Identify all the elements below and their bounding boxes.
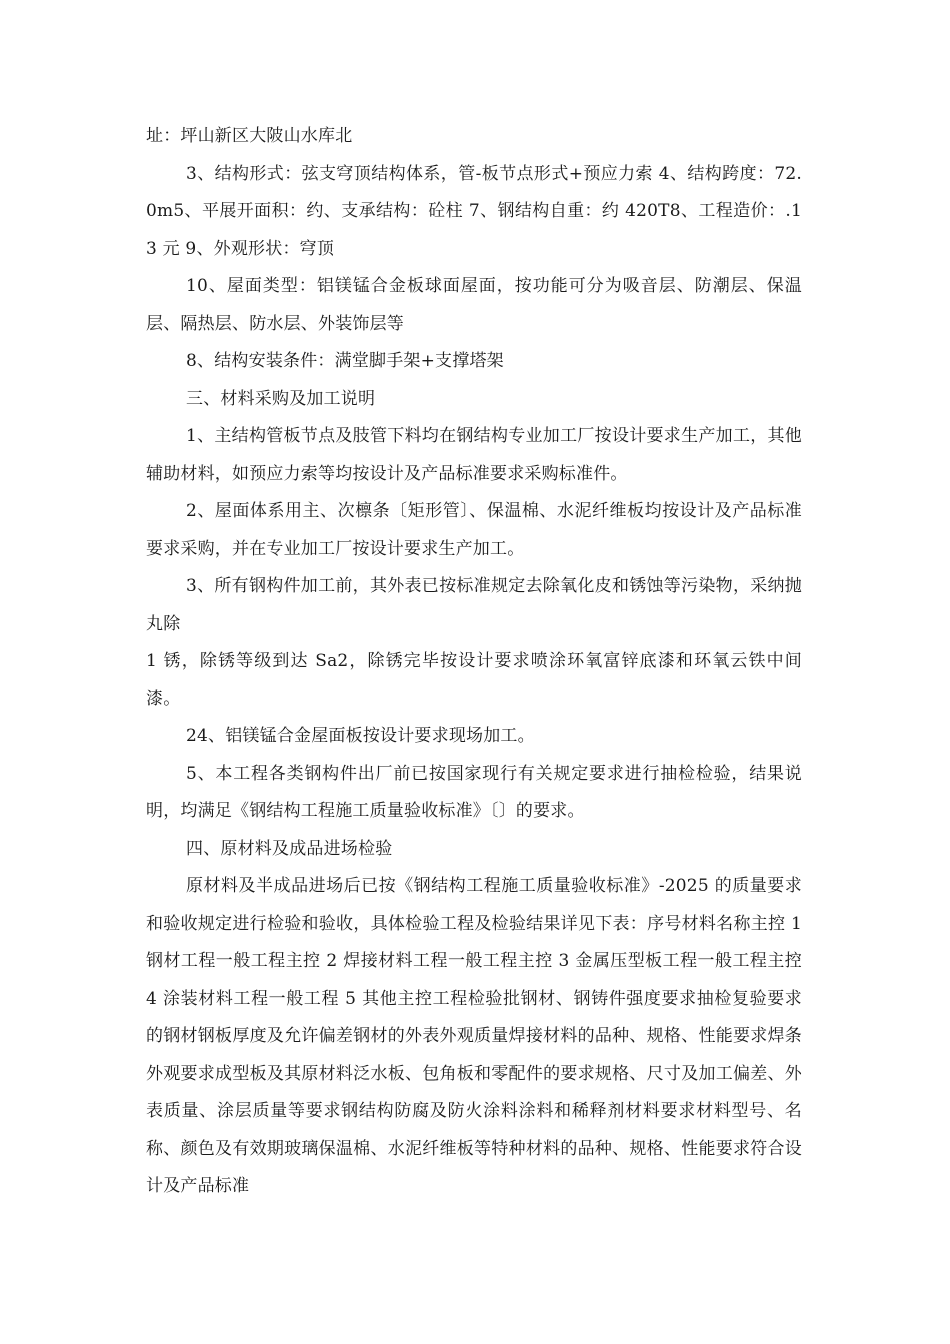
section-heading-inspection: 四、原材料及成品进场检验 xyxy=(186,838,393,859)
paragraph-roof-type: 10、屋面类型：铝镁锰合金板球面屋面，按功能可分为吸音层、防潮层、保温层、隔热层、防水层、外装饰层等 xyxy=(146,276,802,334)
section-heading-materials: 三、材料采购及加工说明 xyxy=(186,388,376,409)
paragraph-material-3: 3、所有钢构件加工前，其外表已按标准规定去除氧化皮和锈蚀等污染物，采纳抛丸除 xyxy=(146,576,802,634)
paragraph-structure-form: 3、结构形式：弦支穹顶结构体系，管-板节点形式+预应力索 4、结构跨度：72.0m5、平展开面积：约、支承结构：砼柱 7、钢结构自重：约 420T8、工程造价：.13 元 9、外观形状：穹顶 xyxy=(146,163,802,259)
document-body xyxy=(146,118,802,1206)
paragraph-inspection-details: 原材料及半成品进场后已按《钢结构工程施工质量验收标准》-2025 的质量要求和验收规定进行检验和验收，具体检验工程及检验结果详见下表：序号材料名称主控 1 钢材工程一般工程主控 2 焊接材料工程一般工程主控 3 金属压型板工程一般工程主控 4 涂装材料工程一般工程 5 其他主控工程检验批钢材、钢铸件强度要求抽检复验要求的钢材钢板厚度及允许偏差钢材的外表外观质量焊接材料的品种、规格、性能要求焊条外观要求成型板及其原材料泛水板、包角板和零配件的要求规格、尺寸及加工偏差、外表质量、涂层质量等要求钢结构防腐及防火涂料涂料和稀释剂材料要求材料型号、名称、颜色及有效期玻璃保温棉、水泥纤维板等特种材料的品种、规格、性能要求符合设计及产品标准 xyxy=(146,876,802,1196)
paragraph-rust-removal: 1 锈，除锈等级到达 Sa2，除锈完毕按设计要求喷涂环氧富锌底漆和环氧云铁中间漆。 xyxy=(146,651,802,709)
paragraph-inspection-standard: 5、本工程各类钢构件出厂前已按国家现行有关规定要求进行抽检检验，结果说明，均满足《钢结构工程施工质量验收标准》〔〕的要求。 xyxy=(146,763,802,821)
paragraph-roof-panel: 24、铝镁锰合金屋面板按设计要求现场加工。 xyxy=(186,726,535,746)
paragraph-material-1: 1、主结构管板节点及肢管下料均在钢结构专业加工厂按设计要求生产加工，其他辅助材料，如预应力索等均按设计及产品标准要求采购标准件。 xyxy=(146,426,802,484)
paragraph-install-conditions: 8、结构安装条件：满堂脚手架+支撑塔架 xyxy=(186,351,504,371)
paragraph-material-2: 2、屋面体系用主、次檩条〔矩形管〕、保温棉、水泥纤维板均按设计及产品标准要求采购，并在专业加工厂按设计要求生产加工。 xyxy=(146,501,802,559)
paragraph-address: 址：坪山新区大陂山水库北 xyxy=(146,126,353,146)
